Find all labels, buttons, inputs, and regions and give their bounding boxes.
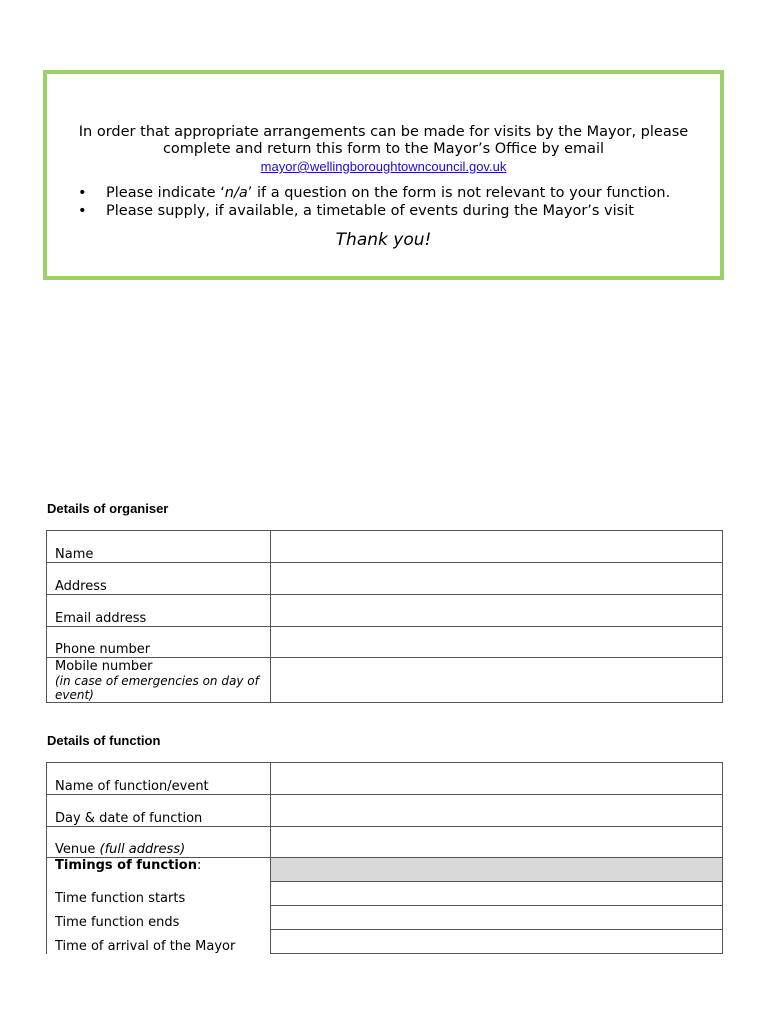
function-row-name <box>47 763 723 795</box>
function-row-arrival <box>47 930 723 954</box>
name-field[interactable] <box>271 531 723 563</box>
function-row-timings-header <box>47 858 723 882</box>
bullet-icon: • <box>78 185 87 201</box>
instruction-timetable-text: Please supply, if available, a timetable of events during the Mayor’s visit <box>106 203 634 219</box>
address-field[interactable] <box>271 563 723 595</box>
arrival-field[interactable] <box>271 930 723 954</box>
mobile-label: Mobile number <box>55 659 153 674</box>
function-row-starts <box>47 882 723 906</box>
mobile-field[interactable] <box>271 658 723 703</box>
organiser-section-title: Details of organiser <box>47 501 169 516</box>
instructions-box <box>43 70 724 280</box>
starts-field[interactable] <box>271 882 723 906</box>
instruction-list <box>78 184 670 220</box>
organiser-row-name <box>47 531 723 563</box>
organiser-row-address <box>47 563 723 595</box>
timings-header-fill <box>271 858 723 882</box>
mayor-email-link[interactable]: mayor@wellingboroughtowncouncil.gov.uk <box>260 159 507 174</box>
instruction-na-text-start: Please indicate ‘ <box>106 185 225 201</box>
phone-field[interactable] <box>271 627 723 658</box>
venue-field[interactable] <box>271 827 723 858</box>
bullet-icon: • <box>78 203 87 219</box>
email-field[interactable] <box>271 595 723 627</box>
organiser-table <box>46 530 723 703</box>
function-row-date <box>47 795 723 827</box>
venue-label-cell <box>47 827 271 858</box>
address-label: Address <box>47 563 271 595</box>
timings-label-cell <box>47 858 271 882</box>
starts-label: Time function starts <box>47 882 271 906</box>
function-date-label: Day & date of function <box>47 795 271 827</box>
arrival-label: Time of arrival of the Mayor <box>47 930 271 954</box>
name-label: Name <box>47 531 271 563</box>
phone-label: Phone number <box>47 627 271 658</box>
venue-note: (full address) <box>99 842 186 857</box>
instruction-na-text-end: ’ if a question on the form is not relevant to your function. <box>247 185 671 201</box>
instruction-na-italic: n/a <box>224 185 248 201</box>
function-name-field[interactable] <box>271 763 723 795</box>
email-label: Email address <box>47 595 271 627</box>
function-date-field[interactable] <box>271 795 723 827</box>
function-table <box>46 762 723 954</box>
function-section-title: Details of function <box>47 733 161 748</box>
organiser-row-email <box>47 595 723 627</box>
timings-label: Timings of function <box>55 858 197 873</box>
function-row-ends <box>47 906 723 930</box>
ends-field[interactable] <box>271 906 723 930</box>
organiser-row-mobile <box>47 658 723 703</box>
instruction-item-timetable <box>78 202 670 220</box>
ends-label: Time function ends <box>47 906 271 930</box>
organiser-row-phone <box>47 627 723 658</box>
venue-label: Venue <box>55 842 100 857</box>
function-name-label: Name of function/event <box>47 763 271 795</box>
instruction-item-na <box>78 184 670 202</box>
thank-you-text: Thank you! <box>335 230 432 250</box>
intro-text: In order that appropriate arrangements can be made for visits by the Mayor, please complete and return this form to the Mayor’s Office by email <box>78 124 689 157</box>
function-row-venue <box>47 827 723 858</box>
mobile-note: (in case of emergencies on day of event) <box>55 674 259 702</box>
mobile-label-cell <box>47 658 271 703</box>
timings-colon: : <box>197 858 202 873</box>
